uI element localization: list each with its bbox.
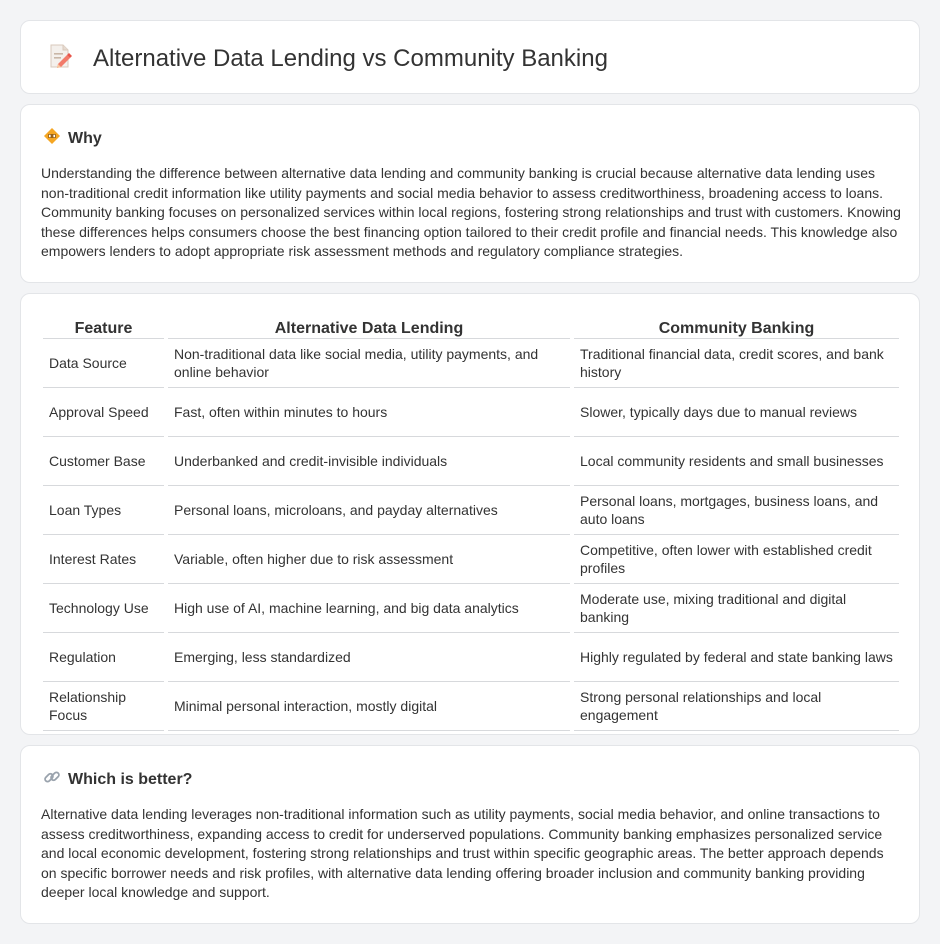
header-community-banking: Community Banking <box>574 317 899 339</box>
feature-cell: Relationship Focus <box>43 682 164 731</box>
why-title: Why <box>68 129 102 147</box>
table-row <box>43 486 899 535</box>
feature-cell: Approval Speed <box>43 388 164 437</box>
alternative-cell: Non-traditional data like social media, utility payments, and online behavior <box>168 339 570 388</box>
feature-cell: Regulation <box>43 633 164 682</box>
alternative-cell: High use of AI, machine learning, and big data analytics <box>168 584 570 633</box>
better-text: Alternative data lending leverages non-traditional information such as utility payments, social media behavior, and online transactions to assess creditworthiness, expanding access to credit for underserved populations. Community banking emphasizes personalized service and local economic development, fostering strong relationships and trust within specific geographic areas. The better approach depends on specific borrower needs and risk profiles, with alternative data lending offering broader inclusion and community banking providing deeper local knowledge and support. <box>41 806 884 900</box>
community-cell: Traditional financial data, credit scores, and bank history <box>574 339 899 388</box>
diamond-sign-icon <box>43 127 61 150</box>
why-text: Understanding the difference between alternative data lending and community banking is crucial because alternative data lending uses non-traditional credit information like utility payments and social media behavior to assess creditworthiness, broadening access to loans. Community banking focuses on personalized services within local regions, fostering strong relationships and trust with customers. Knowing these differences helps consumers choose the best financing option tailored to their credit profile and financial needs. This knowledge also empowers lenders to adopt appropriate risk assessment methods and regulatory compliance strategies. <box>41 165 901 259</box>
comparison-section <box>20 293 920 735</box>
community-cell: Highly regulated by federal and state banking laws <box>574 633 899 682</box>
link-icon <box>43 768 61 791</box>
community-cell: Slower, typically days due to manual reviews <box>574 388 899 437</box>
alternative-cell: Personal loans, microloans, and payday alternatives <box>168 486 570 535</box>
table-row <box>43 437 899 486</box>
feature-cell: Loan Types <box>43 486 164 535</box>
header-alternative-data-lending: Alternative Data Lending <box>168 317 570 339</box>
header-feature: Feature <box>43 317 164 339</box>
document-pencil-icon <box>47 43 73 74</box>
why-section <box>20 104 920 283</box>
table-row <box>43 388 899 437</box>
table-row <box>43 535 899 584</box>
feature-cell: Interest Rates <box>43 535 164 584</box>
header-card <box>20 20 920 94</box>
page-header <box>47 43 608 74</box>
table-header-row <box>43 317 899 339</box>
community-cell: Personal loans, mortgages, business loans, and auto loans <box>574 486 899 535</box>
page-title: Alternative Data Lending vs Community Banking <box>93 44 608 72</box>
alternative-cell: Variable, often higher due to risk assessment <box>168 535 570 584</box>
feature-cell: Data Source <box>43 339 164 388</box>
alternative-cell: Underbanked and credit-invisible individuals <box>168 437 570 486</box>
better-section <box>20 745 920 924</box>
table-row <box>43 633 899 682</box>
feature-cell: Technology Use <box>43 584 164 633</box>
alternative-cell: Emerging, less standardized <box>168 633 570 682</box>
table-row <box>43 682 899 731</box>
community-cell: Local community residents and small businesses <box>574 437 899 486</box>
feature-cell: Customer Base <box>43 437 164 486</box>
why-heading <box>43 127 102 150</box>
better-heading <box>43 768 192 791</box>
community-cell: Strong personal relationships and local engagement <box>574 682 899 731</box>
table-row <box>43 584 899 633</box>
better-title: Which is better? <box>68 770 193 788</box>
table-row <box>43 339 899 388</box>
comparison-table <box>39 317 903 731</box>
alternative-cell: Fast, often within minutes to hours <box>168 388 570 437</box>
community-cell: Moderate use, mixing traditional and digital banking <box>574 584 899 633</box>
community-cell: Competitive, often lower with established credit profiles <box>574 535 899 584</box>
alternative-cell: Minimal personal interaction, mostly digital <box>168 682 570 731</box>
